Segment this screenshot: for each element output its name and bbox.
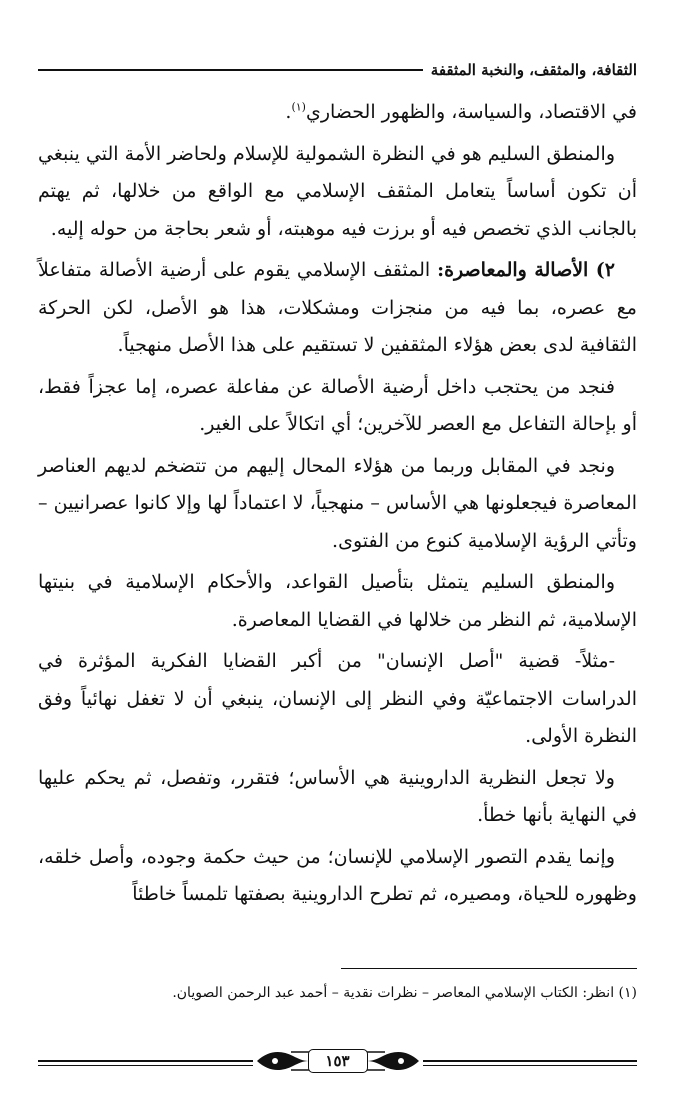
footnote-separator	[341, 968, 637, 969]
paragraph: -مثلاً- قضية "أصل الإنسان" من أكبر القضايا الفكرية المؤثرة في الدراسات الاجتماعيّة وفي النظر إلى الإنسان، ينبغي أن لا تغفل نهائياً وفق النظرة الأولى.	[38, 650, 637, 747]
paragraph	[38, 94, 637, 132]
paragraph: ونجد في المقابل وربما من هؤلاء المحال إليهم من تتضخم لديهم العناصر المعاصرة فيجعلونها هي الأساس – منهجياً، لا اعتماداً لها وإلا كانوا عصرانيين – وتأتي الرؤية الإسلامية كنوع من الفتوى.	[38, 454, 637, 552]
paragraph: وإنما يقدم التصور الإسلامي للإنسان؛ من حيث حكمة وجوده، وأصل خلقه، وظهوره للحياة، ومصيره، ثم تطرح الداروينية بصفتها تلمساً خاطئاً	[38, 845, 637, 905]
page-number-ornament-icon	[253, 1046, 423, 1076]
paragraph-text: في الاقتصاد، والسياسة، والظهور الحضاري	[305, 101, 637, 123]
paragraph-end: .	[285, 101, 292, 123]
paragraph-text: المثقف الإسلامي يقوم على أرضية الأصالة متفاعلاً مع عصره، بما فيه من منجزات ومشكلات، هذا هو الأصل، لكن الحركة الثقافية لدى بعض هؤلاء المثقفين لا تستقيم على هذا الأصل منهجياً.	[38, 259, 637, 356]
paragraph	[38, 252, 637, 365]
paragraph: والمنطق السليم هو في النظرة الشمولية للإسلام ولحاضر الأمة التي ينبغي أن تكون أساساً يتعامل المثقف الإسلامي مع الواقع من خلالها، ثم يهتم بالجانب الذي تخصص فيه أو برزت فيه موهبته، أو شعر بحاجة من حوله إليه.	[38, 142, 637, 240]
paragraph: ولا تجعل النظرية الداروينية هي الأساس؛ فتقرر، وتفصل، ثم يحكم عليها في النهاية بأنها خطأ.	[38, 766, 637, 826]
footnote: (١) انظر: الكتاب الإسلامي المعاصر – نظرات نقدية – أحمد عبد الرحمن الصويان.	[172, 985, 637, 1001]
footnote-reference: (١)	[291, 100, 306, 114]
main-text	[38, 94, 637, 914]
paragraph: فنجد من يحتجب داخل أرضية الأصالة عن مفاعلة عصره، إما عجزاً فقط، أو بإحالة التفاعل مع العصر للآخرين؛ أي اتكالاً على الغير.	[38, 375, 637, 435]
header-rule	[38, 69, 423, 71]
page-number: ١٥٣	[308, 1049, 368, 1073]
page-footer	[38, 1046, 637, 1076]
header-title: الثقافة، والمثقف، والنخبة المثقفة	[430, 61, 637, 79]
paragraph: والمنطق السليم يتمثل بتأصيل القواعد، والأحكام الإسلامية في بنيتها الإسلامية، ثم النظر من خلالها في القضايا المعاصرة.	[38, 571, 637, 631]
section-heading: ٢) الأصالة والمعاصرة:	[437, 259, 615, 281]
running-header	[38, 58, 637, 82]
